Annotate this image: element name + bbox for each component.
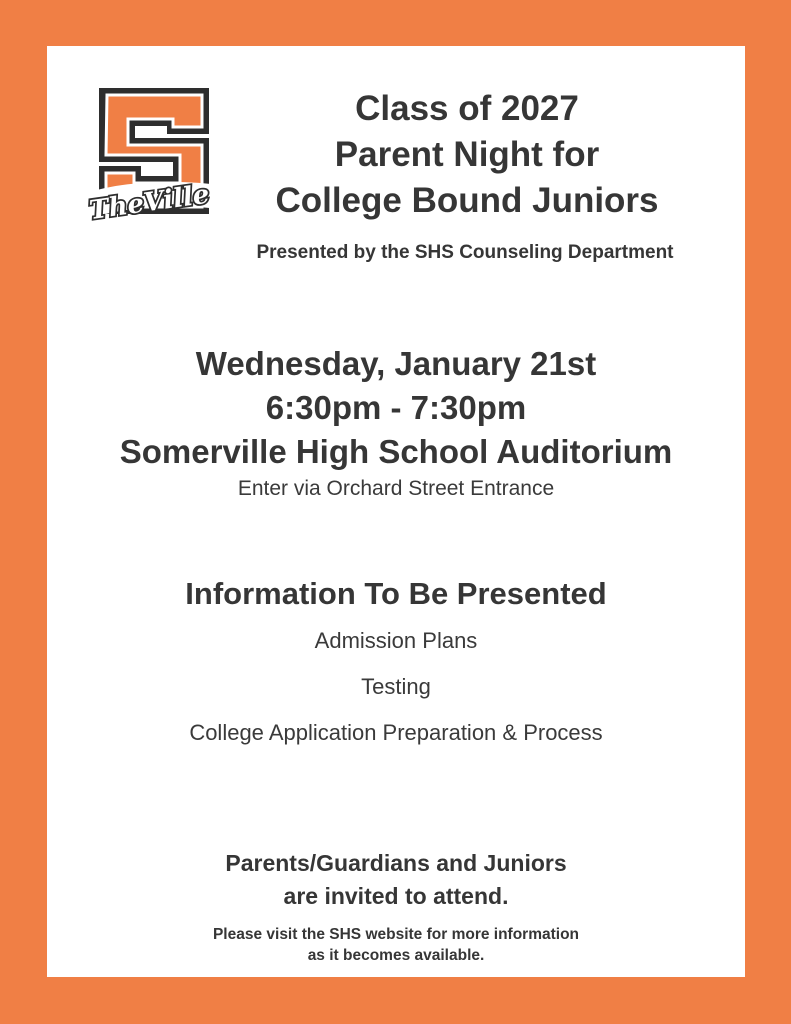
logo-script-text: TheVille — [87, 179, 212, 227]
info-heading: Information To Be Presented — [185, 576, 607, 611]
invite-line-2: are invited to attend. — [283, 883, 509, 909]
topic-item: Testing — [361, 674, 431, 699]
event-location: Somerville High School Auditorium — [119, 433, 673, 470]
topic-item: College Application Preparation & Process — [189, 720, 603, 745]
invite-line-1: Parents/Guardians and Juniors — [225, 850, 567, 876]
flyer-page — [47, 46, 745, 977]
title-line-2: Parent Night for — [334, 135, 600, 174]
website-note-line-1: Please visit the SHS website for more information — [212, 926, 580, 943]
topic-item: Admission Plans — [314, 628, 478, 653]
event-title — [242, 86, 692, 224]
presented-by: Presented by the SHS Counseling Department — [256, 242, 674, 263]
the-ville-s-logo-icon — [85, 82, 227, 232]
school-logo — [85, 82, 227, 232]
entrance-note: Enter via Orchard Street Entrance — [237, 477, 555, 500]
title-line-3: College Bound Juniors — [275, 181, 659, 220]
website-note-line-2: as it becomes available. — [307, 947, 485, 964]
event-time: 6:30pm - 7:30pm — [265, 389, 527, 426]
event-date: Wednesday, January 21st — [195, 345, 597, 382]
title-line-1: Class of 2027 — [355, 89, 579, 128]
